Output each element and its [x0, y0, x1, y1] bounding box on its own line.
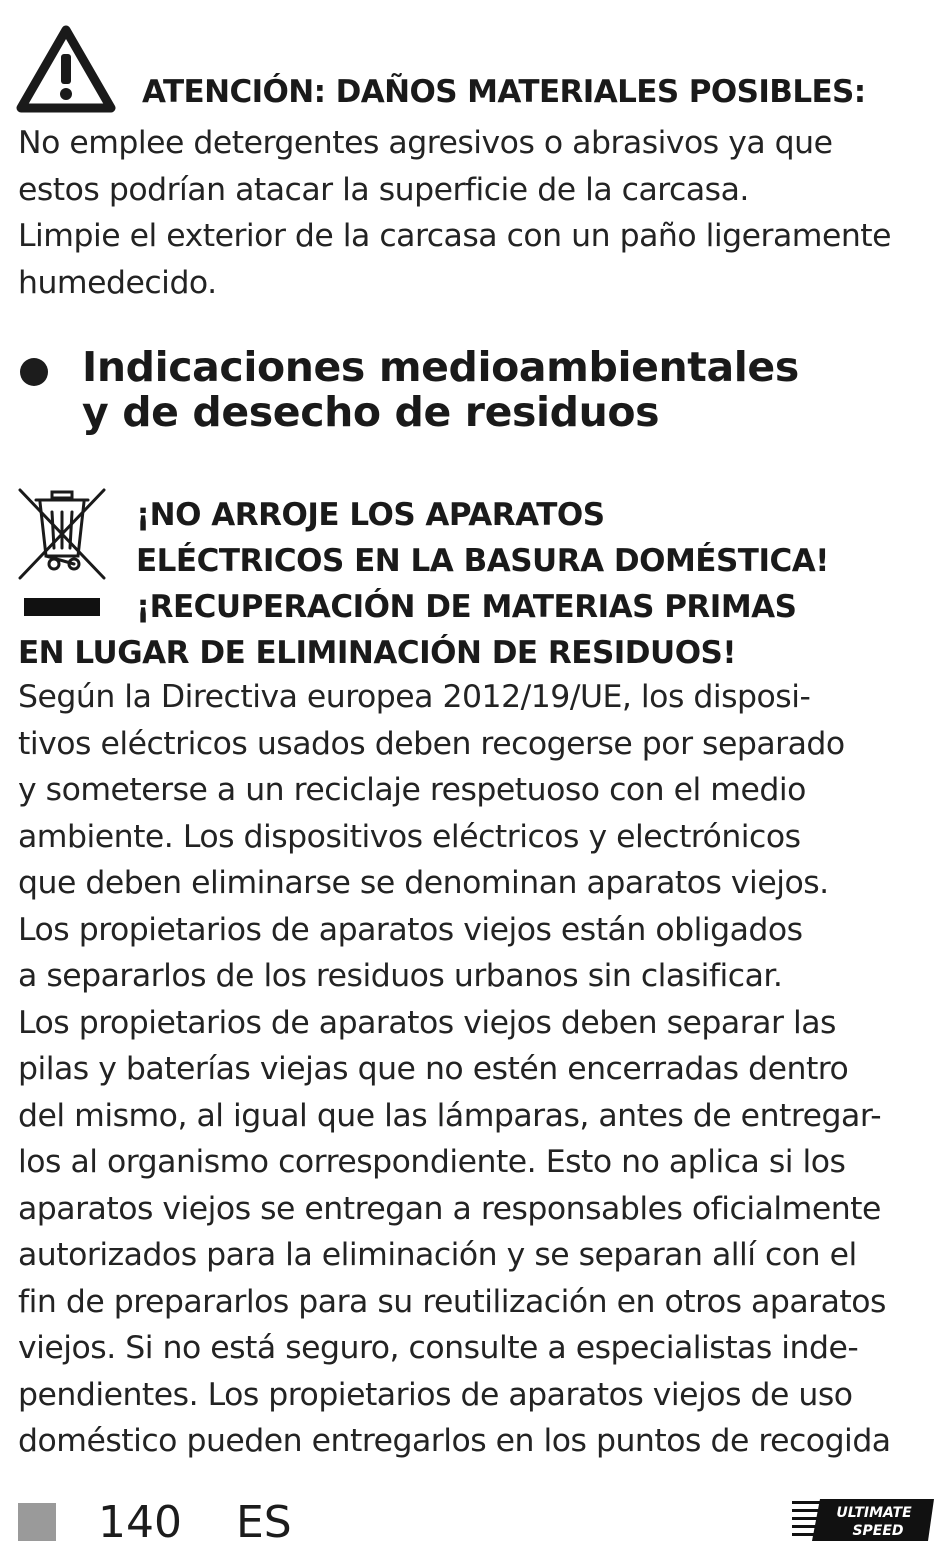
body-line: doméstico pueden entregarlos en los puntos de recogida: [18, 1423, 891, 1459]
body-line: pendientes. Los propietarios de aparatos viejos de uso: [18, 1376, 853, 1413]
warning-text: [18, 120, 943, 306]
disposal-heading-line: EN LUGAR DE ELIMINACIÓN DE RESIDUOS!: [18, 635, 737, 671]
body-line: ambiente. Los dispositivos eléctricos y electrónicos: [18, 818, 801, 855]
body-line: los al organismo correspondiente. Esto no aplica si los: [18, 1144, 846, 1180]
warning-line: No emplee detergentes agresivos o abrasivos ya que: [18, 125, 833, 161]
warning-title: ATENCIÓN: DAÑOS MATERIALES POSIBLES:: [142, 74, 866, 110]
body-line: Los propietarios de aparatos viejos deben separar las: [18, 1004, 836, 1041]
body-line: Los propietarios de aparatos viejos están obligados: [18, 911, 803, 948]
section-title-line: y de desecho de residuos: [82, 388, 660, 436]
ultimate-speed-logo: [792, 1497, 934, 1543]
disposal-heading: [18, 492, 938, 676]
body-line: aparatos viejos se entregan a responsables oficialmente: [18, 1190, 881, 1227]
body-line: del mismo, al igual que las lámparas, antes de entregar-: [18, 1097, 882, 1134]
body-line: y someterse a un reciclaje respetuoso con el medio: [18, 772, 806, 808]
page-marker: [18, 1503, 56, 1541]
page-number: 140: [98, 1497, 182, 1548]
body-line: que deben eliminarse se denominan aparatos viejos.: [18, 865, 829, 901]
body-line: viejos. Si no está seguro, consulte a especialistas inde-: [18, 1330, 859, 1366]
disposal-heading-line: ELÉCTRICOS EN LA BASURA DOMÉSTICA!: [136, 543, 829, 579]
body-line: a separarlos de los residuos urbanos sin clasificar.: [18, 958, 783, 994]
body-line: autorizados para la eliminación y se separan allí con el: [18, 1237, 857, 1273]
warning-triangle-icon: [16, 24, 116, 114]
warning-line: Limpie el exterior de la carcasa con un paño ligeramente: [18, 218, 892, 254]
disposal-heading-line: ¡NO ARROJE LOS APARATOS: [136, 497, 605, 533]
body-line: tivos eléctricos usados deben recogerse por separado: [18, 725, 845, 762]
logo-text-line2: SPEED: [852, 1523, 904, 1539]
body-line: Según la Directiva europea 2012/19/UE, los disposi-: [18, 679, 811, 715]
section-bullet: [20, 358, 48, 386]
disposal-body-text: [18, 674, 932, 1465]
warning-line: humedecido.: [18, 264, 217, 301]
section-title-line: Indicaciones medioambientales: [82, 343, 799, 391]
warning-line: estos podrían atacar la superficie de la carcasa.: [18, 171, 749, 208]
logo-text-line1: ULTIMATE: [836, 1505, 912, 1521]
language-code: ES: [236, 1497, 292, 1548]
disposal-heading-line: ¡RECUPERACIÓN DE MATERIAS PRIMAS: [136, 589, 797, 625]
body-line: fin de prepararlos para su reutilización en otros aparatos: [18, 1283, 886, 1320]
section-title: [82, 345, 799, 435]
body-line: pilas y baterías viejas que no estén encerradas dentro: [18, 1051, 849, 1087]
